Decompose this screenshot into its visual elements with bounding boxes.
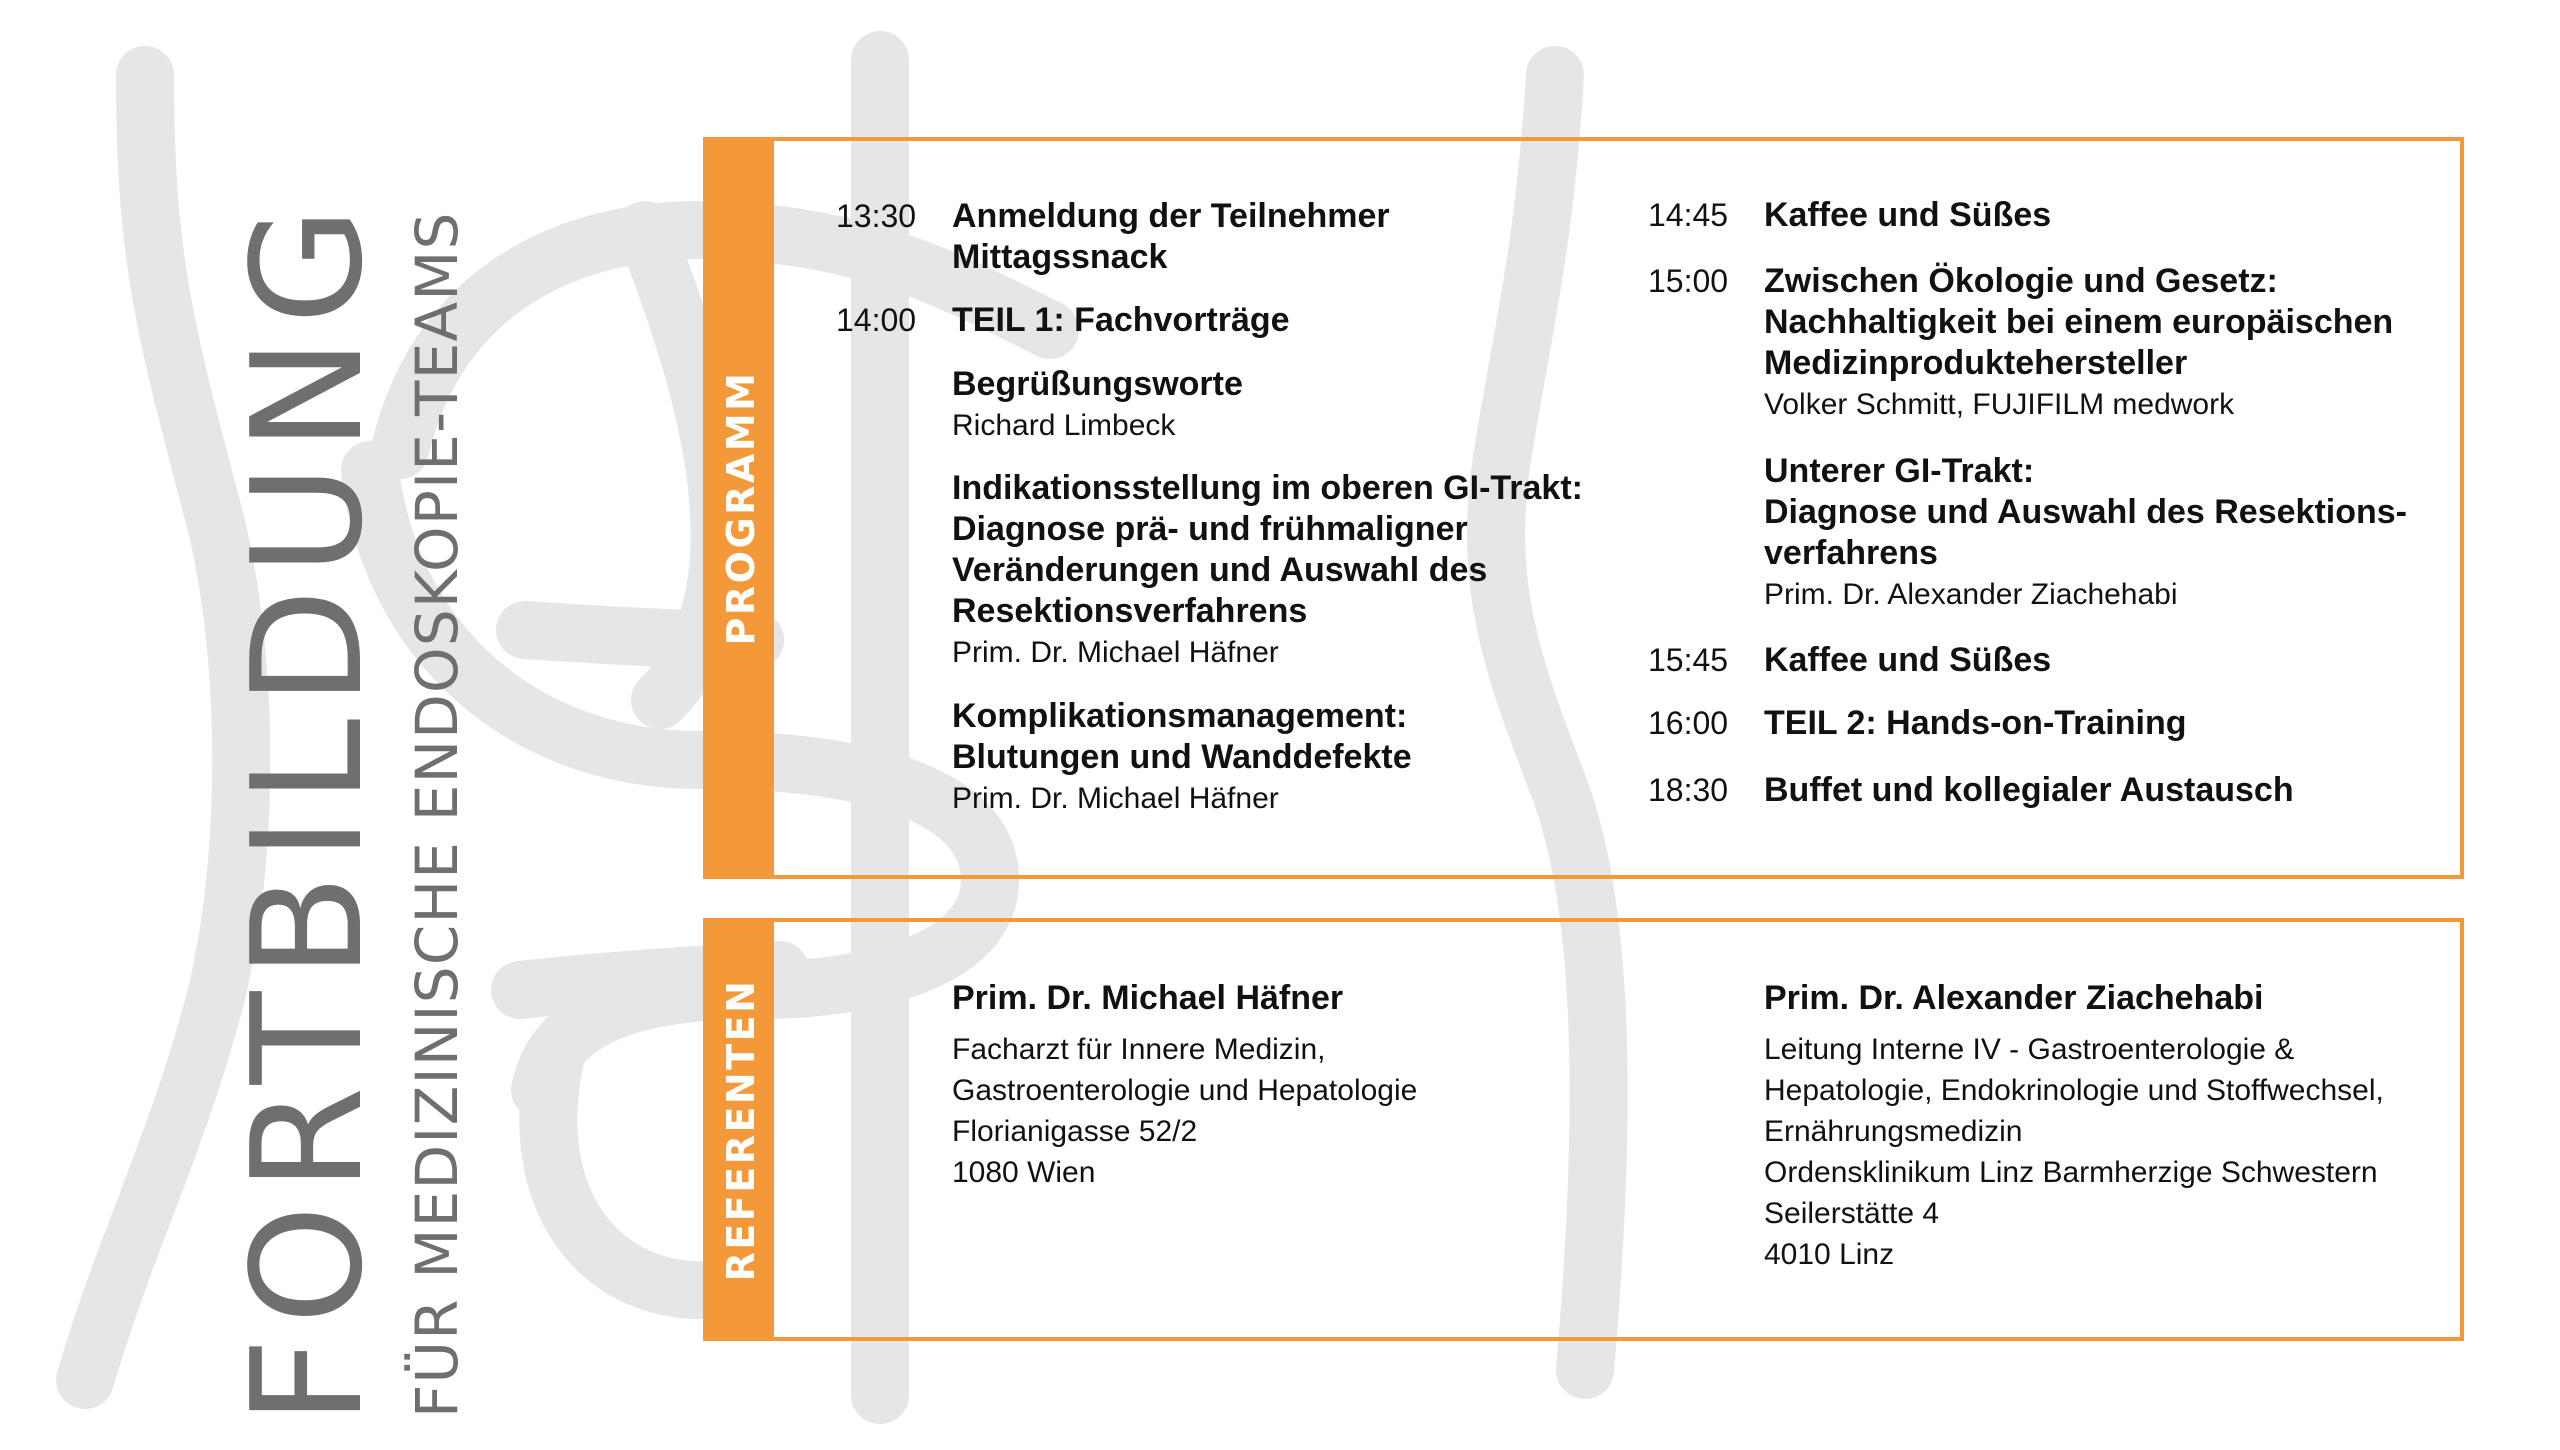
entry-title: Kaffee und Süßes [1764,196,2052,234]
entry-title: Komplikationsmanagement: Blutungen und Wanddefekte [952,697,1412,776]
entry-title: Anmeldung der Teilnehmer Mittagssnack [952,197,1390,276]
speaker-detail: Facharzt für Innere Medizin, [952,1033,1326,1066]
speaker-detail: Hepatologie, Endokrinologie und Stoffwechsel, [1764,1074,2384,1107]
entry-time: 14:00 [836,302,917,338]
entry-title: Indikationsstellung im oberen GI-Trakt: Diagnose prä- und frühmaligner Veränderungen und Auswahl des Resektionsverfahrens [952,469,1583,630]
speaker-detail: Ernährungsmedizin [1764,1115,2023,1148]
entry-speaker: Prim. Dr. Alexander Ziachehabi [1764,578,2178,611]
speaker-detail: 1080 Wien [952,1156,1096,1189]
entry-title: Zwischen Ökologie und Gesetz: Nachhaltigkeit bei einem europäischen Medizinproduktehersteller [1764,262,2394,382]
entry-time: 14:45 [1648,197,1729,233]
speakers-panel [703,918,2464,1341]
speaker-name: Prim. Dr. Alexander Ziachehabi [1764,979,2264,1017]
entry-speaker: Volker Schmitt, FUJIFILM medwork [1764,388,2235,421]
subtitle: FÜR MEDIZINISCHE ENDOSKOPIE-TEAMS [403,211,471,1418]
speaker-detail: 4010 Linz [1764,1238,1895,1271]
entry-speaker: Richard Limbeck [952,409,1176,442]
main-title: FORTBILDUNG [219,193,396,1425]
speaker-detail: Gastroenterologie und Hepatologie [952,1074,1418,1107]
speakers-tab [707,922,774,1337]
entry-time: 15:00 [1648,263,1729,299]
entry-title: Unterer GI-Trakt: Diagnose und Auswahl des Resektions- verfahrens [1764,452,2407,572]
speaker-detail: Leitung Interne IV - Gastroenterologie & [1764,1033,2295,1066]
entry-time: 16:00 [1648,705,1729,741]
entry-title: TEIL 1: Fachvorträge [952,301,1290,339]
program-panel [703,137,2464,879]
program-label: PROGRAMM [718,370,763,646]
speaker-card [952,978,1417,1193]
speaker-name: Prim. Dr. Michael Häfner [952,979,1344,1017]
program-tab [707,141,774,875]
speaker-detail: Ordensklinikum Linz Barmherzige Schwestern [1764,1156,2378,1189]
entry-speaker: Prim. Dr. Michael Häfner [952,782,1279,815]
entry-time: 13:30 [836,198,917,234]
entry-title: Buffet und kollegialer Austausch [1764,771,2294,809]
entry-title: Kaffee und Süßes [1764,641,2052,679]
entry-title: Begrüßungsworte [952,365,1243,403]
entry-title: TEIL 2: Hands-on-Training [1764,704,2187,742]
entry-time: 18:30 [1648,772,1729,808]
entry-speaker: Prim. Dr. Michael Häfner [952,636,1279,669]
entry-time: 15:45 [1648,642,1729,678]
speaker-card [1764,978,2384,1275]
speaker-detail: Florianigasse 52/2 [952,1115,1198,1148]
speaker-detail: Seilerstätte 4 [1764,1197,1940,1230]
speakers-label: REFERENTEN [718,978,763,1281]
